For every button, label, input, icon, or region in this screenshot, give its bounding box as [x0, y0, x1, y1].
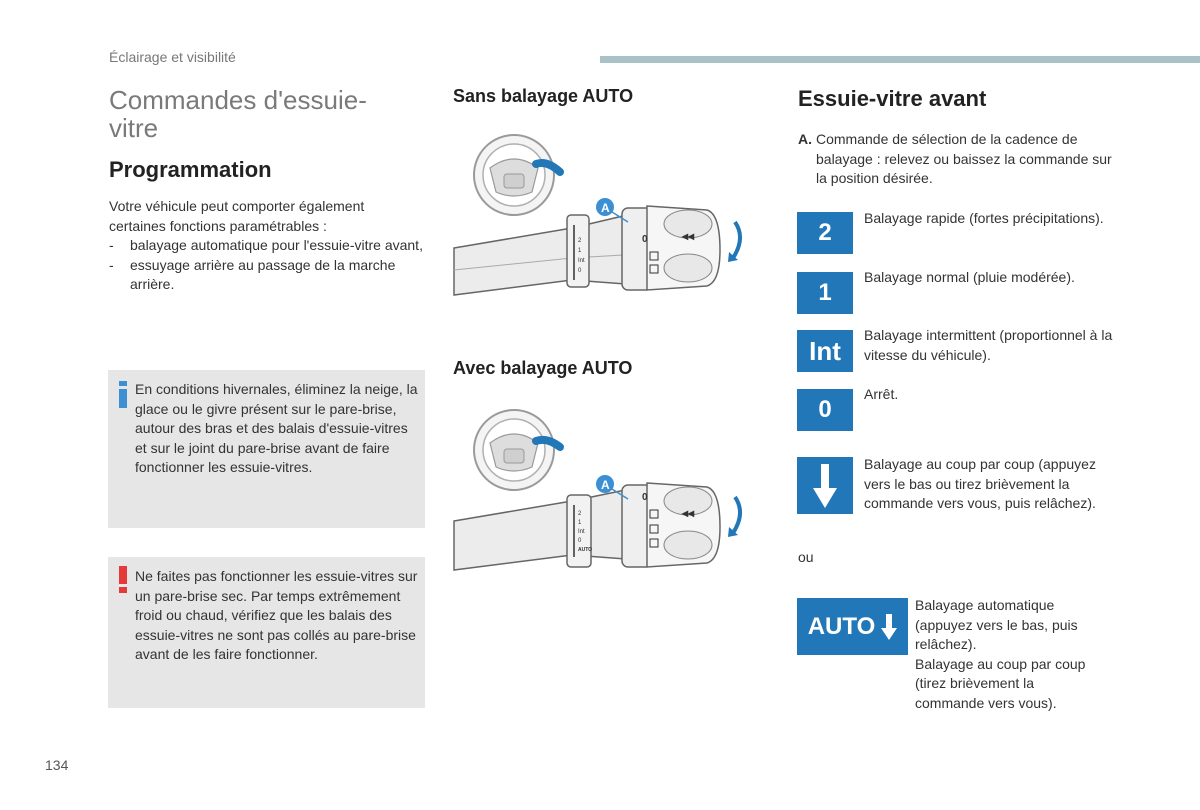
- wiper-stalk-illustration: [452, 130, 752, 305]
- svg-text:0: 0: [642, 492, 648, 503]
- stalk-label: Int: [578, 258, 585, 264]
- section-label: Éclairage et visibilité: [109, 49, 236, 65]
- speed-1-icon: 1: [797, 272, 853, 314]
- control-a-letter: A.: [798, 131, 812, 147]
- info-icon: [117, 378, 129, 418]
- fast-wipe-text: Balayage rapide (fortes précipitations).: [864, 210, 1104, 226]
- stalk-label: 1: [578, 520, 582, 526]
- steering-wheel-icon: [474, 410, 554, 490]
- warning-text: Ne faites pas fonctionner les essuie-vitres sur un pare-brise sec. Par temps extrêmement froid ou chaud, vérifiez que les balais des essuie-vitres ne sont pas collés au pare-brise avant de les faire fonctionner.: [135, 568, 418, 663]
- stalk-label: 0: [578, 268, 582, 274]
- arrow-down-icon: [797, 457, 853, 514]
- intermittent-wipe-text: Balayage intermittent (proportionnel à la vitesse du véhicule).: [864, 327, 1113, 363]
- svg-text:A: A: [601, 201, 610, 215]
- control-a-description: A. Commande de sélection de la cadence de balayage : relevez ou baissez la commande sur la position désirée.: [798, 131, 1112, 186]
- feature-list: [109, 236, 424, 295]
- arrow-down-icon: [881, 614, 897, 640]
- single-wipe-text: Balayage au coup par coup (appuyez vers le bas ou tirez brièvement la commande vers vous, puis relâchez).: [864, 456, 1096, 511]
- warning-box: [108, 557, 425, 708]
- intermittent-icon: Int: [797, 330, 853, 372]
- with-auto-heading: Avec balayage AUTO: [453, 358, 633, 378]
- auto-wipe-icon: AUTO: [797, 598, 908, 655]
- list-item: - balayage automatique pour l'essuie-vitre avant,: [109, 237, 423, 253]
- wiper-stalk-auto-illustration: [452, 405, 752, 580]
- page-number: 134: [45, 757, 69, 773]
- stalk-label: 0: [578, 538, 582, 544]
- page-title: Commandes d'essuie-vitre: [109, 85, 367, 143]
- auto-wipe-text: Balayage automatique (appuyez vers le bas, puis relâchez). Balayage au coup par coup (tirez brièvement la commande vers vous).: [915, 597, 1086, 711]
- svg-text:A: A: [601, 478, 610, 492]
- off-icon: 0: [797, 389, 853, 431]
- stalk-label: 2: [578, 511, 582, 517]
- svg-text:◂◂: ◂◂: [682, 229, 695, 243]
- intro-text: Votre véhicule peut comporter également certaines fonctions paramétrables :: [109, 198, 365, 234]
- programming-heading: Programmation: [109, 157, 272, 182]
- stalk-label: AUTO: [578, 547, 593, 553]
- front-wiper-heading: Essuie-vitre avant: [798, 86, 987, 111]
- or-text: ou: [798, 549, 814, 565]
- list-item: - essuyage arrière au passage de la marche arrière.: [109, 256, 396, 292]
- svg-text:0: 0: [642, 234, 648, 245]
- info-box: [108, 370, 425, 528]
- info-text: En conditions hivernales, éliminez la neige, la glace ou le givre présent sur le pare-brise, autour des bras et des balais d'essuie-vitres et sur le joint du pare-brise avant de faire fonctionner les essuie-vitres.: [135, 381, 418, 476]
- speed-2-icon: 2: [797, 212, 853, 254]
- stalk-label: 2: [578, 238, 582, 244]
- header-bar: [600, 56, 1200, 63]
- svg-text:◂◂: ◂◂: [682, 506, 695, 520]
- without-auto-heading: Sans balayage AUTO: [453, 86, 634, 106]
- warning-icon: [117, 563, 129, 603]
- steering-wheel-icon: [474, 135, 554, 215]
- stalk-label: 1: [578, 248, 582, 254]
- off-text: Arrêt.: [864, 386, 899, 402]
- stalk-label: Int: [578, 529, 585, 535]
- normal-wipe-text: Balayage normal (pluie modérée).: [864, 269, 1075, 285]
